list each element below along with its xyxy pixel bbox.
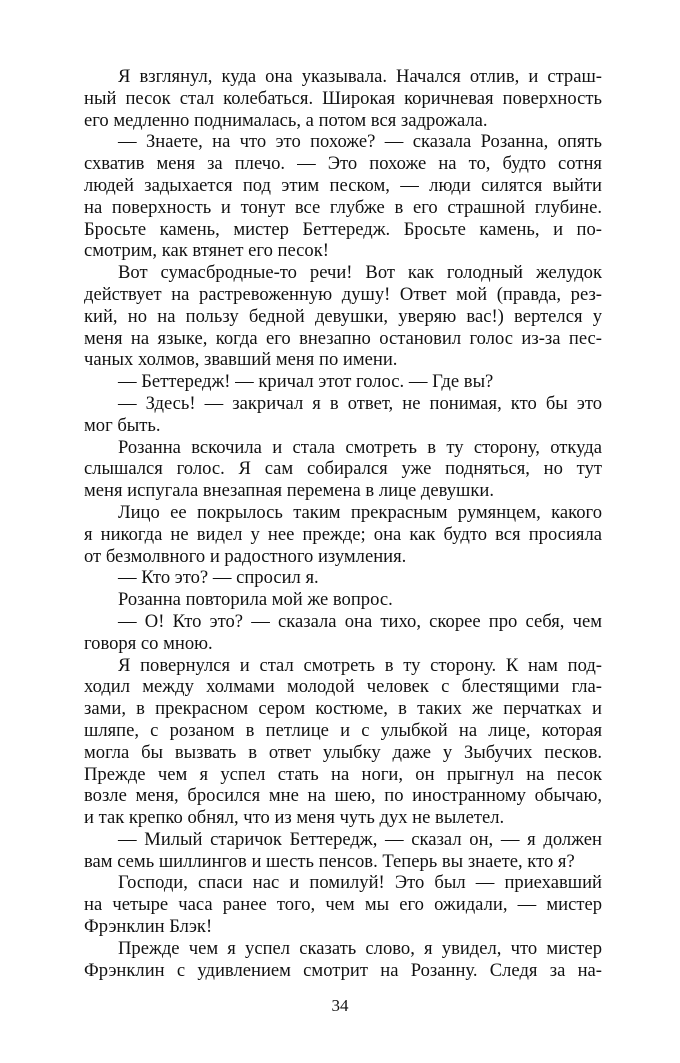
text-line: Бросьте камень, мистер Беттередж. Бросьте камень, и по- [84, 218, 602, 240]
text-line: зами, в прекрасном сером костюме, в таких же перчатках и [84, 698, 602, 720]
body-text [84, 66, 602, 981]
text-line: слышался голос. Я сам собирался уже подняться, но тут [84, 458, 602, 480]
text-line: — Кто это? — спросил я. [118, 567, 319, 589]
text-line: действует на растревоженную душу! Ответ мой (правда, рез- [84, 283, 602, 305]
text-line: смотрим, как втянет его песок! [84, 240, 329, 262]
text-line: мог быть. [84, 414, 161, 436]
text-line: Прежде чем я успел стать на ноги, он прыгнул на песок [84, 763, 602, 785]
text-line: — Знаете, на что это похоже? — сказала Розанна, опять [118, 131, 602, 153]
text-line: Я взглянул, куда она указывала. Начался отлив, и страш- [118, 66, 602, 87]
text-line: — Здесь! — закричал я в ответ, не понимая, кто бы это [118, 392, 602, 414]
text-line: Розанна повторила мой же вопрос. [118, 589, 393, 611]
text-line: на поверхность и тонут все глубже в его страшной глубине. [84, 196, 602, 218]
text-line: ходил между холмами молодой человек с блестящими гла- [84, 676, 602, 698]
text-line: его медленно поднималась, а потом вся задрожала. [84, 109, 488, 131]
text-line: и так крепко обнял, что из меня чуть дух не вылетел. [84, 807, 505, 829]
text-line: — Беттередж! — кричал этот голос. — Где вы? [118, 371, 494, 393]
page-number: 34 [331, 996, 349, 1015]
text-line: Розанна вскочила и стала смотреть в ту сторону, откуда [118, 436, 602, 458]
text-line: шляпе, с розаном в петлице и с улыбкой на лице, которая [84, 719, 602, 741]
text-line: кий, но на пользу бедной девушки, уверяю вас!) вертелся у [84, 305, 602, 327]
text-line: Прежде чем я успел сказать слово, я увидел, что мистер [118, 937, 602, 959]
text-line: говоря со мною. [84, 632, 213, 654]
text-line: людей задыхается под этим песком, — люди силятся выйти [84, 174, 602, 196]
text-line: Господи, спаси нас и помилуй! Это был — приехавший [118, 872, 602, 894]
text-line: ный песок стал колебаться. Широкая коричневая поверхность [84, 87, 602, 109]
text-line: схватив меня за плечо. — Это похоже на то, будто сотня [84, 153, 602, 175]
text-line: могла бы вызвать в ответ улыбку даже у Зыбучих песков. [84, 741, 602, 763]
text-line: я никогда не видел у нее прежде; она как будто вся просияла [84, 523, 602, 545]
text-line: — Милый старичок Беттередж, — сказал он, — я должен [118, 828, 602, 850]
text-line: Вот сумасбродные-то речи! Вот как голодный желудок [118, 262, 602, 284]
text-line: — О! Кто это? — сказала она тихо, скорее про себя, чем [118, 610, 602, 632]
text-line: меня испугала внезапная перемена в лице девушки. [84, 480, 494, 502]
text-line: Я повернулся и стал смотреть в ту сторону. К нам под- [118, 654, 602, 676]
text-line: на четыре часа ранее того, чем мы его ожидали, — мистер [84, 894, 602, 916]
text-line: Фрэнклин с удивлением смотрит на Розанну. Следя за на- [84, 959, 602, 981]
text-line: чаных холмов, звавший меня по имени. [84, 349, 398, 371]
text-line: вам семь шиллингов и шесть пенсов. Теперь вы знаете, кто я? [84, 850, 575, 872]
text-line: Лицо ее покрылось таким прекрасным румянцем, какого [118, 501, 602, 523]
text-line: меня на языке, когда его внезапно остановил голос из-за пес- [84, 327, 602, 349]
text-line: от безмолвного и радостного изумления. [84, 545, 407, 567]
text-line: возле меня, бросился мне на шею, по иностранному обычаю, [84, 785, 602, 807]
text-line: Фрэнклин Блэк! [84, 916, 213, 938]
